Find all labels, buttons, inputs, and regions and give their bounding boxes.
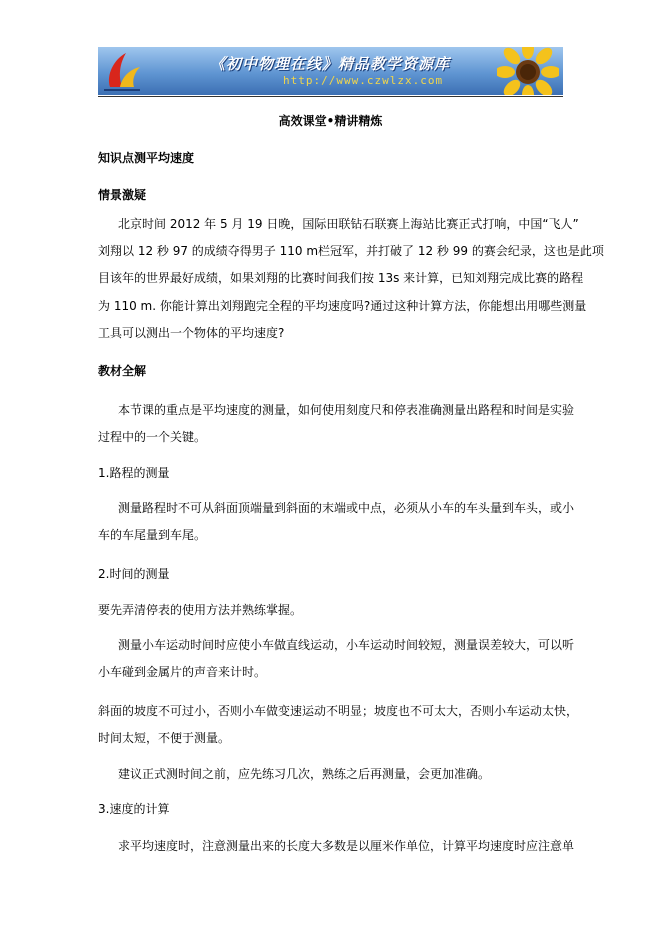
header-banner xyxy=(98,47,563,95)
paragraph-line: 求平均速度时，注意测量出来的长度大多数是以厘米作单位，计算平均速度时应注意单 xyxy=(118,839,575,853)
paragraph-line: 为 110 m. 你能计算出刘翔跑完全程的平均速度吗?通过这种计算方法，你能想出用哪些测量 xyxy=(98,299,587,313)
paragraph-line: 建议正式测时间之前，应先练习几次，熟练之后再测量，会更加准确。 xyxy=(118,767,491,781)
paragraph-line: 车的车尾量到车尾。 xyxy=(98,528,207,542)
subheading-distance: 1.路程的测量 xyxy=(98,466,170,480)
paragraph-line: 工具可以测出一个物体的平均速度? xyxy=(98,326,285,340)
paragraph-line: 刘翔以 12 秒 97 的成绩夺得男子 110 m栏冠军，并打破了 12 秒 99 的赛会纪录，这也是此项 xyxy=(98,244,604,258)
sunflower-icon xyxy=(497,47,559,95)
paragraph-line: 要先弄清停表的使用方法并熟练掌握。 xyxy=(98,603,303,617)
paragraph-line: 本节课的重点是平均速度的测量，如何使用刻度尺和停表准确测量出路程和时间是实验 xyxy=(118,403,575,417)
banner-url: http://www.czwlzx.com xyxy=(283,74,444,87)
site-logo-icon xyxy=(100,49,144,93)
doc-title: 高效课堂•精讲精炼 xyxy=(278,114,383,128)
paragraph-line: 北京时间 2012 年 5 月 19 日晚，国际田联钻石联赛上海站比赛正式打响，中国“飞人” xyxy=(118,217,579,231)
paragraph-line: 过程中的一个关键。 xyxy=(98,430,207,444)
header-rule xyxy=(98,96,563,97)
paragraph-line: 目该年的世界最好成绩，如果刘翔的比赛时间我们按 13s 来计算，已知刘翔完成比赛的路程 xyxy=(98,271,584,285)
banner-title: 《初中物理在线》精品教学资源库 xyxy=(210,55,451,73)
subheading-speed: 3.速度的计算 xyxy=(98,802,170,816)
heading-scenario: 情景激疑 xyxy=(98,188,147,202)
heading-knowledge-point: 知识点测平均速度 xyxy=(98,151,195,165)
paragraph-line: 斜面的坡度不可过小，否则小车做变速运动不明显；坡度也不可太大，否则小车运动太快， xyxy=(98,704,579,718)
paragraph-line: 测量小车运动时间时应使小车做直线运动，小车运动时间较短，测量误差较大，可以听 xyxy=(118,638,575,652)
subheading-time: 2.时间的测量 xyxy=(98,567,170,581)
heading-textbook: 教材全解 xyxy=(98,364,147,378)
paragraph-line: 时间太短，不便于测量。 xyxy=(98,731,231,745)
paragraph-line: 小车碰到金属片的声音来计时。 xyxy=(98,665,267,679)
paragraph-line: 测量路程时不可从斜面顶端量到斜面的末端或中点，必须从小车的车头量到车头，或小 xyxy=(118,501,575,515)
